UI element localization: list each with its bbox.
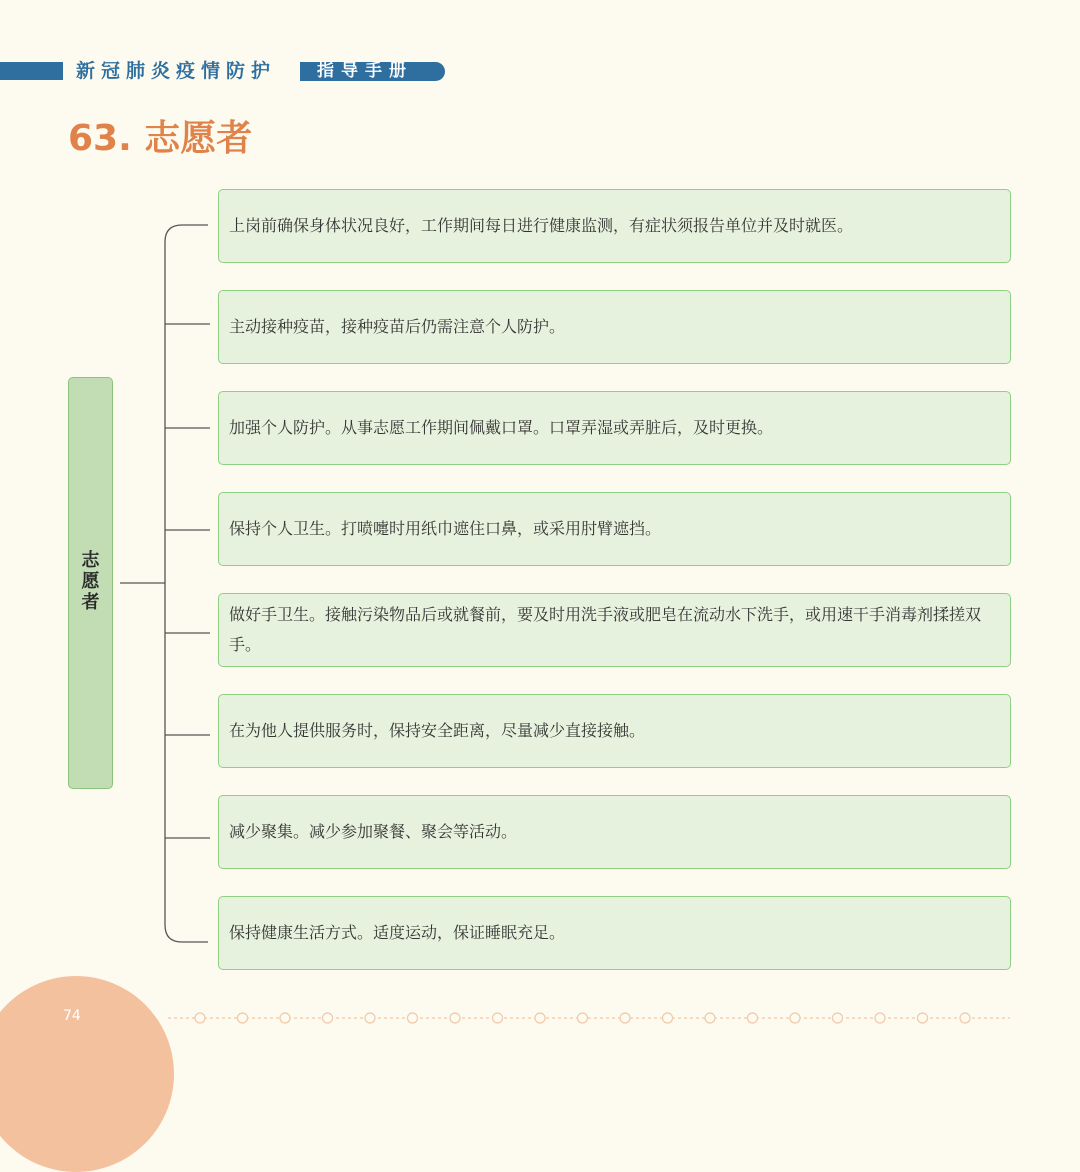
divider-dot — [365, 1013, 375, 1023]
list-item — [218, 492, 1011, 566]
divider-dot — [493, 1013, 503, 1023]
divider-dot — [323, 1013, 333, 1023]
page-number-circle — [0, 976, 174, 1172]
divider-dot — [833, 1013, 843, 1023]
category-label: 志 愿 者 — [81, 550, 100, 613]
divider-dot — [238, 1013, 248, 1023]
page-title: 63. 志愿者 — [68, 118, 253, 159]
divider-dot — [408, 1013, 418, 1023]
divider-dot — [578, 1013, 588, 1023]
list-item — [218, 593, 1011, 667]
guide-badge-label: 指导手册 — [317, 61, 413, 81]
divider-dot — [450, 1013, 460, 1023]
divider-dot — [663, 1013, 673, 1023]
divider-dot — [960, 1013, 970, 1023]
item-text: 做好手卫生。接触污染物品后或就餐前，要及时用洗手液或肥皂在流动水下洗手，或用速干手消毒剂揉搓双手。 — [229, 605, 982, 654]
divider-dot — [535, 1013, 545, 1023]
list-item — [218, 795, 1011, 869]
divider-dot — [875, 1013, 885, 1023]
list-item — [218, 189, 1011, 263]
divider-dot — [195, 1013, 205, 1023]
item-text: 减少聚集。减少参加聚餐、聚会等活动。 — [229, 822, 518, 841]
list-item — [218, 896, 1011, 970]
category-label-box — [68, 377, 113, 789]
list-item — [218, 391, 1011, 465]
item-text: 加强个人防护。从事志愿工作期间佩戴口罩。口罩弄湿或弄脏后，及时更换。 — [229, 418, 774, 437]
list-item — [218, 290, 1011, 364]
header-accent-bar — [0, 62, 63, 80]
divider-dot — [620, 1013, 630, 1023]
divider-dot — [280, 1013, 290, 1023]
list-item — [218, 694, 1011, 768]
divider-dot — [705, 1013, 715, 1023]
item-text: 主动接种疫苗，接种疫苗后仍需注意个人防护。 — [229, 317, 566, 336]
item-text: 在为他人提供服务时，保持安全距离，尽量减少直接接触。 — [229, 721, 646, 740]
guide-badge — [300, 62, 445, 81]
divider-dot — [790, 1013, 800, 1023]
divider-dot — [748, 1013, 758, 1023]
item-text: 上岗前确保身体状况良好，工作期间每日进行健康监测，有症状须报告单位并及时就医。 — [229, 216, 854, 235]
series-title: 新冠肺炎疫情防护 — [76, 60, 277, 82]
item-text: 保持健康生活方式。适度运动，保证睡眠充足。 — [229, 923, 566, 942]
bracket-main-line — [165, 225, 208, 942]
page-number: 74 — [63, 1008, 81, 1024]
divider-dot — [918, 1013, 928, 1023]
item-text: 保持个人卫生。打喷嚏时用纸巾遮住口鼻，或采用肘臂遮挡。 — [229, 519, 662, 538]
